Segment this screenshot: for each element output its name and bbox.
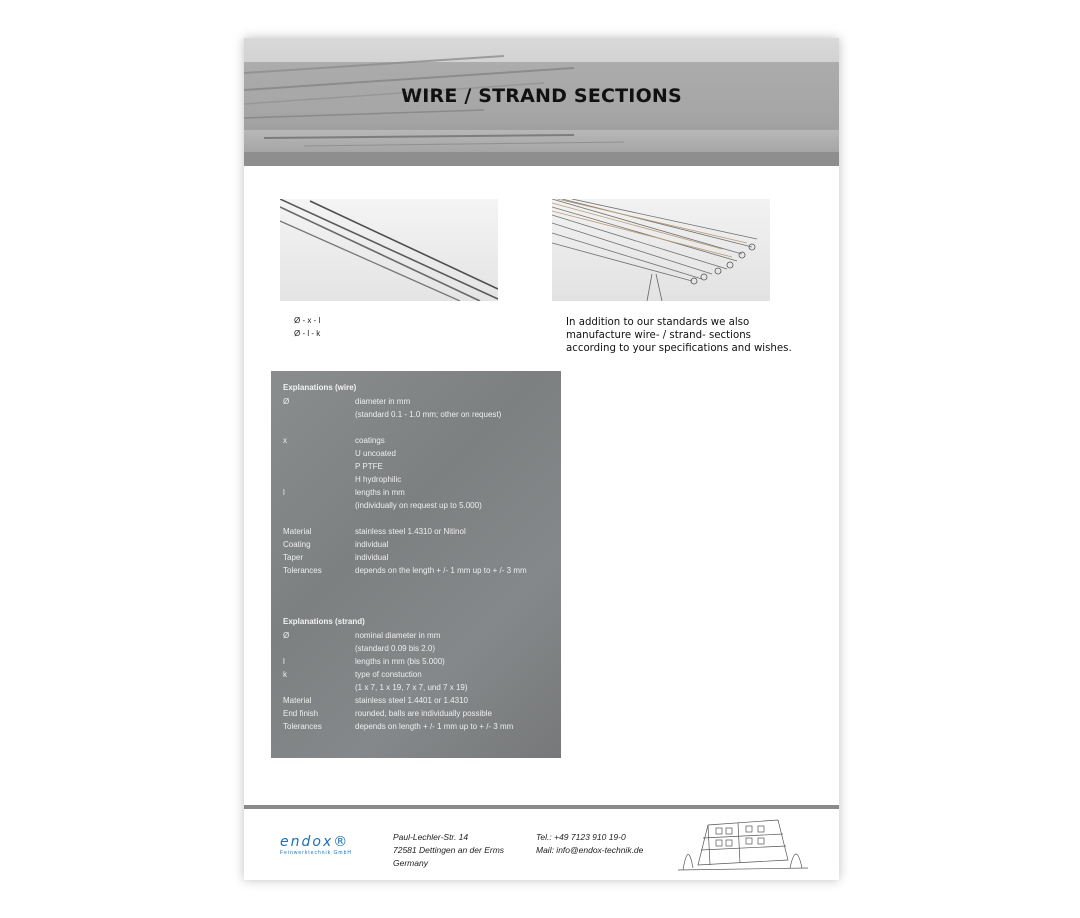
wire-photo-2 (552, 199, 770, 301)
row-value: nominal diameter in mm (355, 631, 441, 640)
company-contact (536, 831, 643, 857)
building-sketch-image (678, 810, 808, 876)
row-key: Ø (283, 631, 290, 640)
wire-row (283, 525, 553, 538)
explanations-panel (271, 371, 561, 758)
wire-row (283, 551, 553, 564)
wire-row (283, 434, 553, 447)
strand-row (283, 694, 553, 707)
email-line: Mail: info@endox-technik.de (536, 845, 644, 855)
intro-line: In addition to our standards we also (566, 317, 750, 328)
row-value: stainless steel 1.4401 or 1.4310 (355, 696, 468, 705)
row-value: depends on the length + /- 1 mm up to + /- 3 mm (355, 566, 527, 575)
company-logo[interactable] (280, 834, 352, 856)
strand-row (283, 681, 553, 694)
strand-row (283, 642, 553, 655)
row-key: Taper (283, 553, 304, 562)
logo-subtitle: Feinwerktechnik GmbH (280, 850, 352, 856)
document-page (244, 38, 839, 880)
row-key: l (283, 657, 285, 666)
intro-line: according to your specifications and wishes. (566, 343, 792, 354)
row-key: Material (283, 527, 312, 536)
row-key: Ø (283, 397, 290, 406)
wire-row (283, 408, 553, 421)
row-value: rounded, balls are individually possible (355, 709, 492, 718)
row-value: individual (355, 553, 389, 562)
address-line: Germany (393, 858, 428, 868)
code-strand: Ø - l - k (294, 329, 321, 338)
row-key: Tolerances (283, 722, 322, 731)
intro-line: manufacture wire- / strand- sections (566, 330, 751, 341)
row-value: (1 x 7, 1 x 19, 7 x 7, und 7 x 19) (355, 683, 468, 692)
strand-row (283, 668, 553, 681)
wire-row (283, 447, 553, 460)
logo-wordmark: endox® (280, 834, 350, 850)
row-value: diameter in mm (355, 397, 411, 406)
row-value: (standard 0.09 bis 2.0) (355, 644, 436, 653)
strand-row (283, 629, 553, 642)
wire-row (283, 486, 553, 499)
row-value: depends on length + /- 1 mm up to + /- 3 mm (355, 722, 514, 731)
row-key: k (283, 670, 287, 679)
row-key: End finish (283, 709, 319, 718)
row-key: Coating (283, 540, 311, 549)
row-value: lengths in mm (355, 488, 405, 497)
row-value: P PTFE (355, 462, 383, 471)
row-value: coatings (355, 436, 385, 445)
row-key: Tolerances (283, 566, 322, 575)
strand-row (283, 720, 553, 733)
code-wire: Ø - x - l (294, 316, 321, 325)
strand-row (283, 655, 553, 668)
intro-text (566, 316, 806, 355)
wire-row (283, 473, 553, 486)
wire-heading: Explanations (wire) (283, 383, 357, 392)
wire-row (283, 499, 553, 512)
address-line: Paul-Lechler-Str. 14 (393, 832, 469, 842)
strand-heading: Explanations (strand) (283, 617, 365, 626)
page-title: WIRE / STRAND SECTIONS (401, 85, 682, 107)
wire-photo-1 (280, 199, 498, 301)
header-banner (244, 38, 839, 166)
wire-row (283, 564, 553, 577)
row-key: l (283, 488, 285, 497)
wire-row (283, 395, 553, 408)
wire-row (283, 538, 553, 551)
header-bottom-strip (244, 152, 839, 166)
row-value: H hydrophilic (355, 475, 402, 484)
row-value: lengths in mm (bis 5.000) (355, 657, 445, 666)
row-value: individual (355, 540, 389, 549)
row-key: x (283, 436, 287, 445)
address-line: 72581 Dettingen an der Erms (393, 845, 505, 855)
wire-row (283, 460, 553, 473)
strand-row (283, 707, 553, 720)
phone-line: Tel.: +49 7123 910 19-0 (536, 832, 626, 842)
row-key: Material (283, 696, 312, 705)
row-value: (standard 0.1 - 1.0 mm; other on request) (355, 410, 502, 419)
company-address (393, 831, 504, 870)
row-value: type of constuction (355, 670, 422, 679)
row-value: U uncoated (355, 449, 396, 458)
product-codes (294, 314, 320, 340)
row-value: (individually on request up to 5.000) (355, 501, 482, 510)
row-value: stainless steel 1.4310 or Nitinol (355, 527, 466, 536)
footer-divider (244, 805, 839, 809)
